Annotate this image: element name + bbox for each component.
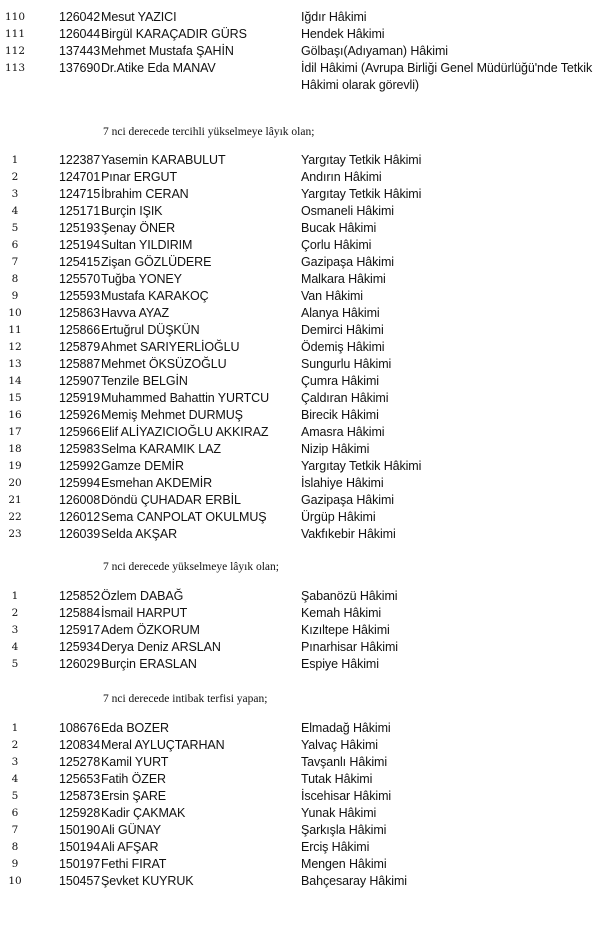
assignment-place: Vakfıkebir Hâkimi [301, 527, 396, 541]
judge-name: Birgül KARAÇADIR GÜRS [101, 27, 247, 41]
row-number: 112 [4, 45, 26, 57]
assignment-place: Kemah Hâkimi [301, 606, 382, 620]
registry-number: 125966 [59, 425, 101, 439]
registry-number: 125863 [59, 306, 101, 320]
assignment-place: Tavşanlı Hâkimi [301, 755, 388, 769]
list-row [0, 873, 600, 890]
judge-name: Döndü ÇUHADAR ERBİL [101, 493, 241, 507]
row-number: 110 [4, 11, 26, 23]
row-number: 10 [8, 307, 22, 319]
assignment-place: İslahiye Hâkimi [301, 476, 384, 490]
assignment-place: Mengen Hâkimi [301, 857, 387, 871]
registry-number: 137443 [59, 44, 101, 58]
list-row [0, 169, 600, 186]
judge-name: Selma KARAMIK LAZ [101, 442, 221, 456]
row-number: 15 [8, 392, 22, 404]
registry-number: 125171 [59, 204, 101, 218]
registry-number: 125193 [59, 221, 101, 235]
assignment-place: Iğdır Hâkimi [301, 10, 367, 24]
registry-number: 125884 [59, 606, 101, 620]
row-number: 2 [11, 739, 19, 751]
judge-name: Ali AFŞAR [101, 840, 159, 854]
list-row [0, 186, 600, 203]
assignment-place: Hendek Hâkimi [301, 27, 385, 41]
registry-number: 150197 [59, 857, 101, 871]
list-row [0, 424, 600, 441]
list-row [0, 639, 600, 656]
list-row [0, 475, 600, 492]
registry-number: 125415 [59, 255, 101, 269]
judge-name: Sema CANPOLAT OKULMUŞ [101, 510, 267, 524]
assignment-place: Birecik Hâkimi [301, 408, 379, 422]
row-number: 7 [11, 824, 19, 836]
assignment-place: Şabanözü Hâkimi [301, 589, 398, 603]
assignment-place: Bucak Hâkimi [301, 221, 377, 235]
judge-name: Pınar ERGUT [101, 170, 177, 184]
registry-number: 125278 [59, 755, 101, 769]
section-heading: 7 nci derecede yükselmeye lâyık olan; [103, 561, 279, 573]
assignment-place: Sungurlu Hâkimi [301, 357, 392, 371]
row-number: 23 [8, 528, 22, 540]
row-number: 113 [4, 62, 26, 74]
list-row [0, 856, 600, 873]
assignment-place: Malkara Hâkimi [301, 272, 386, 286]
registry-number: 125992 [59, 459, 101, 473]
judge-name: Mesut YAZICI [101, 10, 177, 24]
judge-name: Gamze DEMİR [101, 459, 184, 473]
judge-name: Meral AYLUÇTARHAN [101, 738, 225, 752]
assignment-place: Demirci Hâkimi [301, 323, 384, 337]
registry-number: 126029 [59, 657, 101, 671]
list-row [0, 203, 600, 220]
assignment-place: Kızıltepe Hâkimi [301, 623, 390, 637]
row-number: 8 [11, 841, 19, 853]
registry-number: 125873 [59, 789, 101, 803]
judge-name: Ertuğrul DÜŞKÜN [101, 323, 200, 337]
assignment-place: Gazipaşa Hâkimi [301, 493, 394, 507]
judge-name: Elif ALİYAZICIOĞLU AKKIRAZ [101, 425, 269, 439]
list-row [0, 9, 600, 26]
judge-name: Derya Deniz ARSLAN [101, 640, 221, 654]
assignment-place: İdil Hâkimi (Avrupa Birliği Genel Müdürlüğü'nde Tetkik [301, 61, 593, 75]
list-row [0, 526, 600, 543]
list-row [0, 458, 600, 475]
registry-number: 126008 [59, 493, 101, 507]
assignment-place-continuation: Hâkimi olarak görevli) [301, 78, 419, 92]
judge-name: Kadir ÇAKMAK [101, 806, 186, 820]
judge-name: Şenay ÖNER [101, 221, 176, 235]
list-row [0, 771, 600, 788]
list-row [0, 356, 600, 373]
registry-number: 125879 [59, 340, 101, 354]
registry-number: 125983 [59, 442, 101, 456]
judge-name: Adem ÖZKORUM [101, 623, 200, 637]
judge-name: İbrahim CERAN [101, 187, 189, 201]
judge-name: Kamil YURT [101, 755, 169, 769]
judge-name: Burçin ERASLAN [101, 657, 197, 671]
row-number: 8 [11, 273, 19, 285]
registry-number: 124701 [59, 170, 101, 184]
assignment-place: Çorlu Hâkimi [301, 238, 372, 252]
row-number: 14 [8, 375, 22, 387]
registry-number: 125994 [59, 476, 101, 490]
list-row [0, 509, 600, 526]
row-number: 3 [11, 624, 19, 636]
registry-number: 122387 [59, 153, 101, 167]
row-number: 6 [11, 807, 19, 819]
judge-name: Şevket KUYRUK [101, 874, 194, 888]
row-number: 22 [8, 511, 22, 523]
assignment-place: Gazipaşa Hâkimi [301, 255, 394, 269]
judge-name: Fatih ÖZER [101, 772, 166, 786]
row-number: 2 [11, 607, 19, 619]
judge-name: Tuğba YONEY [101, 272, 182, 286]
registry-number: 126012 [59, 510, 101, 524]
judge-name: Burçin IŞIK [101, 204, 163, 218]
list-row [0, 43, 600, 60]
row-number: 16 [8, 409, 22, 421]
judge-name: Esmehan AKDEMİR [101, 476, 213, 490]
list-row [0, 805, 600, 822]
row-number: 4 [11, 205, 19, 217]
row-number: 2 [11, 171, 19, 183]
assignment-place: Yunak Hâkimi [301, 806, 377, 820]
judge-name: Mustafa KARAKOÇ [101, 289, 209, 303]
row-number: 111 [4, 28, 26, 40]
registry-number: 125907 [59, 374, 101, 388]
judge-name: Mehmet Mustafa ŞAHİN [101, 44, 234, 58]
list-row [0, 822, 600, 839]
registry-number: 126042 [59, 10, 101, 24]
section-heading: 7 nci derecede intibak terfisi yapan; [103, 693, 268, 705]
assignment-place: Andırın Hâkimi [301, 170, 382, 184]
list-row [0, 237, 600, 254]
list-row [0, 492, 600, 509]
registry-number: 124715 [59, 187, 101, 201]
assignment-place: Yargıtay Tetkik Hâkimi [301, 153, 422, 167]
list-row [0, 441, 600, 458]
list-row [0, 373, 600, 390]
registry-number: 125919 [59, 391, 101, 405]
assignment-place: Çaldıran Hâkimi [301, 391, 389, 405]
row-number: 7 [11, 256, 19, 268]
assignment-place: Yargıtay Tetkik Hâkimi [301, 187, 422, 201]
registry-number: 125934 [59, 640, 101, 654]
row-number: 5 [11, 658, 19, 670]
judge-name: Memiş Mehmet DURMUŞ [101, 408, 243, 422]
assignment-place: Espiye Hâkimi [301, 657, 379, 671]
judge-name: Tenzile BELGİN [101, 374, 188, 388]
assignment-place: İscehisar Hâkimi [301, 789, 392, 803]
row-number: 4 [11, 773, 19, 785]
judge-name: Ahmet SARIYERLİOĞLU [101, 340, 240, 354]
row-number: 6 [11, 239, 19, 251]
registry-number: 125570 [59, 272, 101, 286]
assignment-place: Bahçesaray Hâkimi [301, 874, 407, 888]
list-row [0, 152, 600, 169]
registry-number: 150194 [59, 840, 101, 854]
registry-number: 150457 [59, 874, 101, 888]
row-number: 12 [8, 341, 22, 353]
assignment-place: Ödemiş Hâkimi [301, 340, 385, 354]
assignment-place: Yargıtay Tetkik Hâkimi [301, 459, 422, 473]
list-row [0, 305, 600, 322]
registry-number: 125926 [59, 408, 101, 422]
assignment-place: Yalvaç Hâkimi [301, 738, 378, 752]
list-row [0, 339, 600, 356]
assignment-place: Elmadağ Hâkimi [301, 721, 391, 735]
assignment-place: Ürgüp Hâkimi [301, 510, 376, 524]
registry-number: 150190 [59, 823, 101, 837]
row-number: 21 [8, 494, 22, 506]
registry-number: 125887 [59, 357, 101, 371]
assignment-place: Osmaneli Hâkimi [301, 204, 394, 218]
section-heading: 7 nci derecede tercihli yükselmeye lâyık olan; [103, 126, 315, 138]
registry-number: 125866 [59, 323, 101, 337]
registry-number: 125593 [59, 289, 101, 303]
list-row [0, 788, 600, 805]
judge-name: Havva AYAZ [101, 306, 170, 320]
judge-name: Eda BOZER [101, 721, 169, 735]
judge-name: Özlem DABAĞ [101, 589, 184, 603]
row-number: 20 [8, 477, 22, 489]
assignment-place: Amasra Hâkimi [301, 425, 385, 439]
row-number: 11 [8, 324, 22, 336]
list-row [0, 288, 600, 305]
list-row [0, 254, 600, 271]
row-number: 10 [8, 875, 22, 887]
list-row [0, 26, 600, 43]
row-number: 9 [11, 858, 19, 870]
row-number: 9 [11, 290, 19, 302]
assignment-place: Erciş Hâkimi [301, 840, 370, 854]
assignment-place: Tutak Hâkimi [301, 772, 373, 786]
judge-name: Muhammed Bahattin YURTCU [101, 391, 270, 405]
judge-name: Ali GÜNAY [101, 823, 161, 837]
registry-number: 125653 [59, 772, 101, 786]
registry-number: 120834 [59, 738, 101, 752]
judge-name: Selda AKŞAR [101, 527, 178, 541]
list-row [0, 720, 600, 737]
judge-name: Dr.Atike Eda MANAV [101, 61, 216, 75]
assignment-place: Nizip Hâkimi [301, 442, 370, 456]
assignment-place: Gölbaşı(Adıyaman) Hâkimi [301, 44, 448, 58]
row-number: 1 [11, 590, 19, 602]
assignment-place: Alanya Hâkimi [301, 306, 380, 320]
registry-number: 125852 [59, 589, 101, 603]
list-row [0, 322, 600, 339]
assignment-place: Şarkışla Hâkimi [301, 823, 387, 837]
row-number: 19 [8, 460, 22, 472]
judge-name: Mehmet ÖKSÜZOĞLU [101, 357, 227, 371]
registry-number: 108676 [59, 721, 101, 735]
list-row [0, 839, 600, 856]
judge-name: Yasemin KARABULUT [101, 153, 226, 167]
list-row [0, 407, 600, 424]
row-number: 17 [8, 426, 22, 438]
list-row [0, 754, 600, 771]
list-row [0, 220, 600, 237]
assignment-place: Van Hâkimi [301, 289, 363, 303]
registry-number: 125917 [59, 623, 101, 637]
row-number: 3 [11, 756, 19, 768]
assignment-place: Pınarhisar Hâkimi [301, 640, 398, 654]
list-row [0, 271, 600, 288]
judge-name: İsmail HARPUT [101, 606, 188, 620]
row-number: 1 [11, 154, 19, 166]
row-number: 3 [11, 188, 19, 200]
registry-number: 126039 [59, 527, 101, 541]
list-row [0, 390, 600, 407]
registry-number: 125194 [59, 238, 101, 252]
list-row [0, 588, 600, 605]
row-number: 5 [11, 790, 19, 802]
registry-number: 137690 [59, 61, 101, 75]
row-number: 18 [8, 443, 22, 455]
list-row [0, 656, 600, 673]
judge-name: Ersin ŞARE [101, 789, 166, 803]
row-number: 1 [11, 722, 19, 734]
registry-number: 125928 [59, 806, 101, 820]
judge-name: Sultan YILDIRIM [101, 238, 193, 252]
list-row [0, 737, 600, 754]
assignment-place: Çumra Hâkimi [301, 374, 379, 388]
list-row-continuation [0, 77, 600, 94]
row-number: 4 [11, 641, 19, 653]
row-number: 5 [11, 222, 19, 234]
registry-number: 126044 [59, 27, 101, 41]
list-row [0, 60, 600, 77]
list-row [0, 605, 600, 622]
row-number: 13 [8, 358, 22, 370]
judge-name: Fethi FIRAT [101, 857, 167, 871]
judge-name: Zişan GÖZLÜDERE [101, 255, 212, 269]
list-row [0, 622, 600, 639]
